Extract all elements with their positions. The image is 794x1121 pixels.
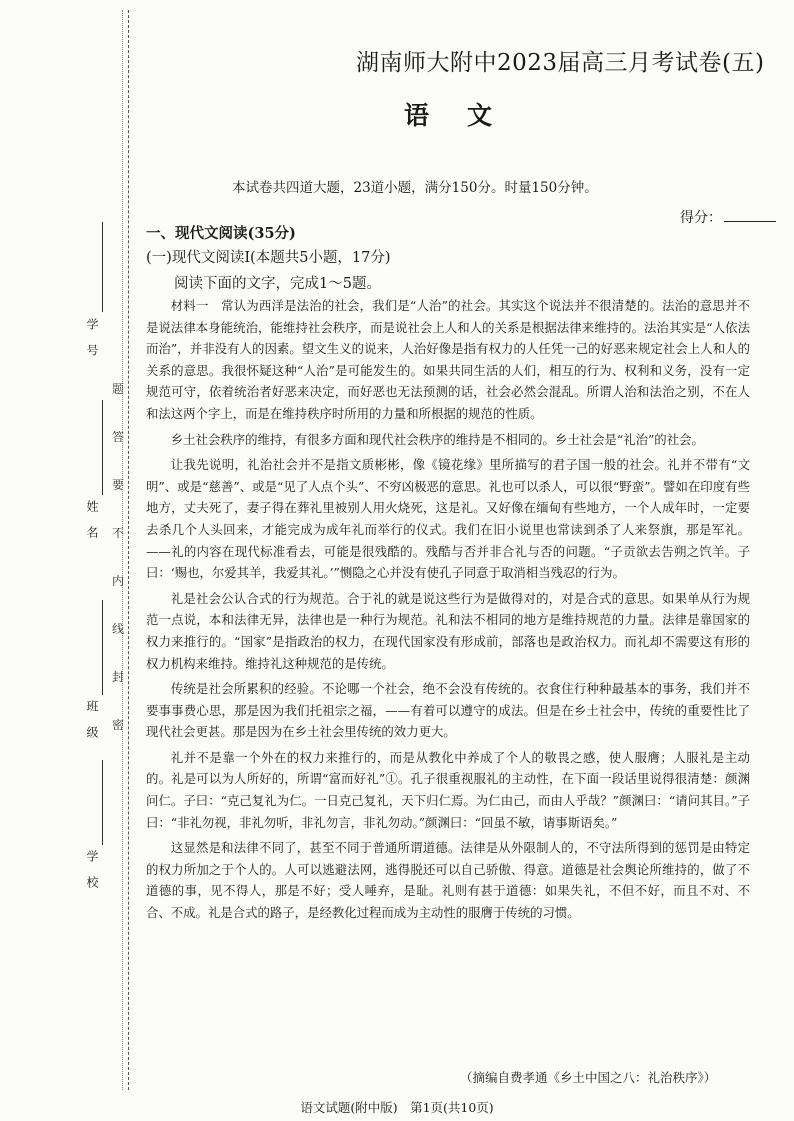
reading-instruction: 阅读下面的文字，完成1～5题。 (174, 276, 381, 292)
score-box (680, 207, 776, 227)
exam-title: 湖南师大附中2023届高三月考试卷(五) (356, 50, 765, 76)
name-field-line[interactable] (102, 400, 103, 495)
margin-label-class: 班级 (85, 700, 99, 752)
seal-char: 答 (112, 430, 125, 444)
page-footer: 语文试题(附中版) 第1页(共10页) (300, 1100, 494, 1115)
margin-label-id: 学号 (85, 318, 99, 370)
section-heading: 一、现代文阅读(35分) (146, 225, 296, 242)
seal-char: 密 (112, 718, 125, 732)
seal-warning-text (112, 380, 124, 764)
id-field-line[interactable] (102, 222, 103, 312)
score-blank[interactable] (724, 221, 776, 222)
seal-char: 内 (112, 574, 125, 588)
paragraph: 传统是社会所累积的经验。不论哪一个社会，绝不会没有传统的。衣食住行种种最基本的事务，我们并不要事事费心思，那是因为我们托祖宗之福，——有着可以遵守的成法。但是在乡土社会中，传统的重要性比了现代社会更甚。那是因为在乡土社会里传统的效力更大。 (146, 681, 750, 740)
score-label: 得分： (680, 210, 722, 226)
seal-char: 要 (112, 478, 125, 492)
paragraph: 乡土社会秩序的维持，有很多方面和现代社会秩序的维持是不相同的。乡土社会是“礼治”的社会。 (170, 431, 704, 447)
seal-char: 封 (112, 670, 125, 684)
class-field-line[interactable] (102, 600, 103, 695)
seal-char: 不 (112, 526, 125, 540)
seal-char: 线 (112, 622, 125, 636)
subject-title: 语文 (404, 101, 531, 130)
sub-heading: (一)现代文阅读Ⅰ(本题共5小题，17分) (146, 250, 391, 266)
binding-line-outer (128, 10, 129, 1090)
passage (146, 295, 750, 928)
paragraph: 让我先说明，礼治社会并不是指文质彬彬，像《镜花缘》里所描写的君子国一般的社会。礼并不带有“文明”、或是“慈善”、或是“见了人点个头”、不穷凶极恶的意思。礼也可以杀人，可以很“野蛮”。譬如在印度有些地方，丈夫死了，妻子得在葬礼里被别人用火烧死，这是礼。又好像在缅甸有些地方，一个人成年时，一定要去杀几个人头回来，才能完成为成年礼而举行的仪式。我们在旧小说里也常读到杀了人来祭旗，那是军礼。——礼的内容在现代标准看去，可能是很残酷的。残酷与否并非合礼与否的问题。“子贡欲去告朔之饩羊。子曰：‘赐也，尔爱其羊，我爱其礼。’”恻隐之心并没有使孔子同意于取消相当残忍的行为。 (146, 457, 750, 581)
paragraph: 礼是社会公认合式的行为规范。合于礼的就是说这些行为是做得对的，对是合式的意思。如果单从行为规范一点说，本和法律无异，法律也是一种行为规范。礼和法不相同的地方是维持规范的力量。法律是靠国家的权力来推行的。“国家”是指政治的权力，在现代国家没有形成前，部落也是政治权力。而礼却不需要这有形的权力机构来维持。维持礼这种规范的是传统。 (146, 590, 750, 671)
paragraph: 礼并不是靠一个外在的权力来推行的，而是从教化中养成了个人的敬畏之感，使人服膺；人服礼是主动的。礼是可以为人所好的，所谓“富而好礼”①。孔子很重视服礼的主动性，在下面一段话里说得很清楚：颜渊问仁。子曰：“克己复礼为仁。一日克己复礼，天下归仁焉。为仁由己，而由人乎哉？”颜渊曰：“请问其目。”子曰：“非礼勿视，非礼勿听，非礼勿言，非礼勿动。”颜渊曰：“回虽不敏，请事斯语矣。” (146, 749, 750, 830)
seal-char: 题 (112, 382, 125, 396)
paragraph: 材料一 常认为西洋是法治的社会，我们是“人治”的社会。其实这个说法并不很清楚的。法治的意思并不是说法律本身能统治，能维持社会秩序，而是说社会上人和人的关系是根据法律来维持的。法治其实是“人依法而治”，并非没有人的因素。望文生义的说来，人治好像是指有权力的人任凭一己的好恶来规定社会上人和人的关系的意思。我很怀疑这种“人治”是可能发生的。如果共同生活的人们，相互的行为、权利和义务，没有一定规范可守，依着统治者好恶来决定，而好恶也无法预测的话，社会必然会混乱。所谓人治和法治之别，不在人和法这两个字上，而是在维持秩序时所用的力量和所根据的规范的性质。 (146, 298, 750, 421)
exam-intro: 本试卷共四道大题，23道小题，满分150分。时量150分钟。 (232, 180, 598, 196)
source-citation: （摘编自费孝通《乡土中国之八：礼治秩序》） (460, 1070, 717, 1085)
school-field-line[interactable] (102, 760, 103, 845)
margin-label-school: 学校 (85, 850, 99, 902)
paragraph: 这显然是和法律不同了，甚至不同于普通所谓道德。法律是从外限制人的，不守法所得到的惩罚是由特定的权力所加之于个人的。人可以逃避法网，逃得脱还可以自己骄傲、得意。道德是社会舆论所维持的，做了不道德的事，见不得人，那是不好；受人唾弃，是耻。礼则有甚于道德：如果失礼，不但不好，而且不对、不合、不成。礼是合式的路子，是经教化过程而成为主动性的服膺于传统的习惯。 (146, 840, 750, 921)
margin-label-name: 姓名 (85, 500, 99, 552)
